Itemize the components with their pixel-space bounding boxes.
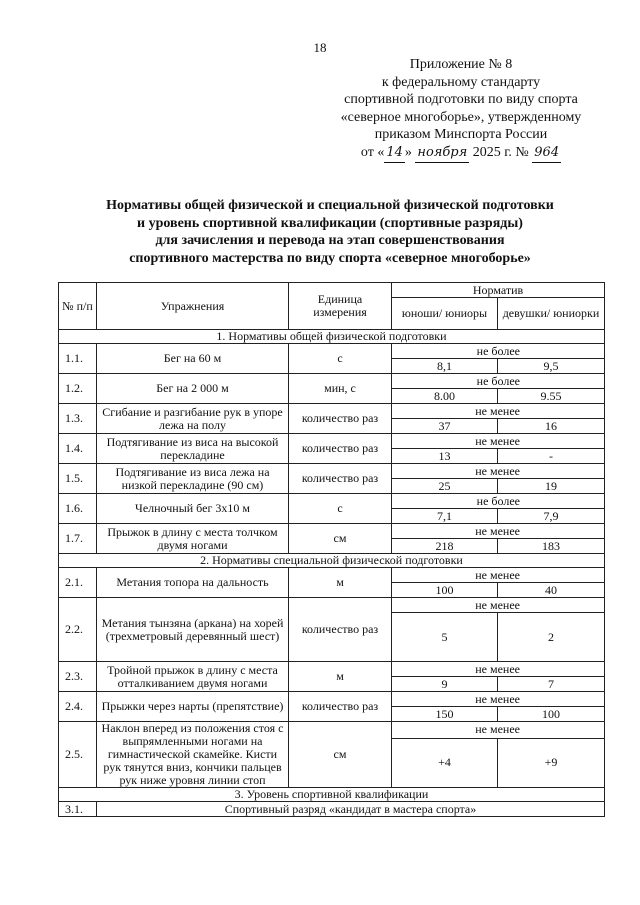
row-exercise: Прыжки через нарты (препятствие) [97, 692, 289, 722]
appendix-line: Приложение № 8 [409, 57, 513, 72]
table-row [59, 692, 605, 707]
section-row [59, 788, 605, 802]
row-qualification: Спортивный разряд «кандидат в мастера спорта» [97, 802, 605, 817]
row-unit: м [289, 568, 392, 598]
value-girls: 183 [498, 539, 605, 554]
appendix-line: «северное многоборье», утвержденному [340, 109, 582, 125]
value-boys: 13 [392, 449, 498, 464]
row-number: 1.2. [59, 374, 97, 404]
table-row [59, 404, 605, 419]
value-girls: 2 [498, 613, 605, 662]
section-title: 3. Уровень спортивной квалификации [59, 788, 605, 802]
table-row [59, 344, 605, 359]
row-exercise: Метания тынзяна (аркана) на хорей (трехметровый деревянный шест) [97, 598, 289, 662]
row-norm-type: не менее [392, 404, 605, 419]
row-norm-type: не более [392, 374, 605, 389]
row-norm-type: не менее [392, 722, 605, 739]
row-unit: количество раз [289, 598, 392, 662]
table-header-row [59, 283, 605, 298]
appendix-line: к федеральному стандарту [381, 74, 541, 90]
value-girls: 100 [498, 707, 605, 722]
header-girls: девушки/ юниорки [498, 298, 605, 330]
table-row [59, 598, 605, 613]
page-number: 18 [313, 40, 327, 55]
row-norm-type: не менее [392, 692, 605, 707]
row-norm-type: не более [392, 494, 605, 509]
table-row [59, 662, 605, 677]
value-boys: 8,1 [392, 359, 498, 374]
row-norm-type: не менее [392, 434, 605, 449]
row-number: 2.1. [59, 568, 97, 598]
table-row [59, 524, 605, 539]
title-line: и уровень спортивной квалификации (спортивные разряды) [137, 215, 523, 231]
appendix-date-line [330, 144, 592, 163]
appendix-line: спортивной подготовки по виду спорта [344, 92, 578, 108]
header-exercise: Упражнения [97, 283, 289, 330]
table-row [59, 802, 605, 817]
date-day: 14 [384, 144, 405, 163]
value-boys: 100 [392, 583, 498, 598]
row-norm-type: не менее [392, 568, 605, 583]
header-unit: Единица измерения [289, 283, 392, 330]
table-row [59, 434, 605, 449]
date-year: 2025 г. № [472, 144, 529, 160]
row-exercise: Наклон вперед из положения стоя с выпрямленными ногами на гимнастической скамейке. Кисти рук тянутся вниз, кончики пальцев рук ниже уровня линии стоп [97, 722, 289, 788]
value-boys: 9 [392, 677, 498, 692]
row-number: 2.5. [59, 722, 97, 788]
row-unit: количество раз [289, 692, 392, 722]
row-number: 1.3. [59, 404, 97, 434]
row-number: 1.7. [59, 524, 97, 554]
value-girls: - [498, 449, 605, 464]
value-girls: 7 [498, 677, 605, 692]
value-boys: 218 [392, 539, 498, 554]
section-row [59, 554, 605, 568]
title-line: спортивного мастерства по виду спорта «северное многоборье» [129, 250, 531, 266]
value-boys: 7,1 [392, 509, 498, 524]
norms-table [58, 282, 605, 817]
row-unit: количество раз [289, 434, 392, 464]
appendix-line: приказом Минспорта России [374, 127, 548, 143]
row-unit: мин, с [289, 374, 392, 404]
table-row [59, 494, 605, 509]
value-boys: 25 [392, 479, 498, 494]
title-line: Нормативы общей физической и специальной физической подготовки [106, 198, 554, 213]
row-exercise: Метания топора на дальность [97, 568, 289, 598]
row-unit: с [289, 494, 392, 524]
date-mid: » [404, 144, 412, 160]
row-number: 1.4. [59, 434, 97, 464]
row-number: 1.6. [59, 494, 97, 524]
value-girls: 9.55 [498, 389, 605, 404]
row-unit: см [289, 524, 392, 554]
row-exercise: Прыжок в длину с места толчком двумя ногами [97, 524, 289, 554]
row-exercise: Челночный бег 3x10 м [97, 494, 289, 524]
value-girls: 40 [498, 583, 605, 598]
row-exercise: Сгибание и разгибание рук в упоре лежа на полу [97, 404, 289, 434]
row-unit: см [289, 722, 392, 788]
row-unit: м [289, 662, 392, 692]
table-row [59, 464, 605, 479]
row-number: 1.1. [59, 344, 97, 374]
row-number: 1.5. [59, 464, 97, 494]
section-title: 1. Нормативы общей физической подготовки [59, 330, 605, 344]
row-exercise: Подтягивание из виса на высокой перекладине [97, 434, 289, 464]
value-boys: 8.00 [392, 389, 498, 404]
header-norm: Норматив [392, 283, 605, 298]
row-norm-type: не более [392, 344, 605, 359]
order-number: 964 [532, 144, 561, 163]
table-row [59, 722, 605, 739]
row-norm-type: не менее [392, 524, 605, 539]
row-exercise: Подтягивание из виса лежа на низкой перекладине (90 см) [97, 464, 289, 494]
appendix-header [330, 56, 592, 163]
header-num: № п/п [59, 283, 97, 330]
row-number: 3.1. [59, 802, 97, 817]
value-girls: 9,5 [498, 359, 605, 374]
value-boys: 5 [392, 613, 498, 662]
value-girls: +9 [498, 738, 605, 788]
row-unit: количество раз [289, 464, 392, 494]
row-exercise: Тройной прыжок в длину с места отталкиванием двумя ногами [97, 662, 289, 692]
value-girls: 16 [498, 419, 605, 434]
value-boys: 150 [392, 707, 498, 722]
value-boys: 37 [392, 419, 498, 434]
row-exercise: Бег на 60 м [97, 344, 289, 374]
row-number: 2.4. [59, 692, 97, 722]
section-row [59, 330, 605, 344]
header-boys: юноши/ юниоры [392, 298, 498, 330]
value-girls: 7,9 [498, 509, 605, 524]
row-norm-type: не менее [392, 662, 605, 677]
row-unit: количество раз [289, 404, 392, 434]
row-exercise: Бег на 2 000 м [97, 374, 289, 404]
table-row [59, 568, 605, 583]
date-month: ноября [415, 144, 469, 163]
row-number: 2.3. [59, 662, 97, 692]
row-norm-type: не менее [392, 464, 605, 479]
row-norm-type: не менее [392, 598, 605, 613]
row-unit: с [289, 344, 392, 374]
value-boys: +4 [392, 738, 498, 788]
date-prefix: от « [360, 144, 385, 160]
section-title: 2. Нормативы специальной физической подготовки [59, 554, 605, 568]
value-girls: 19 [498, 479, 605, 494]
title-line: для зачисления и перевода на этап совершенствования [155, 233, 505, 248]
table-row [59, 374, 605, 389]
row-number: 2.2. [59, 598, 97, 662]
document-title [70, 197, 590, 267]
